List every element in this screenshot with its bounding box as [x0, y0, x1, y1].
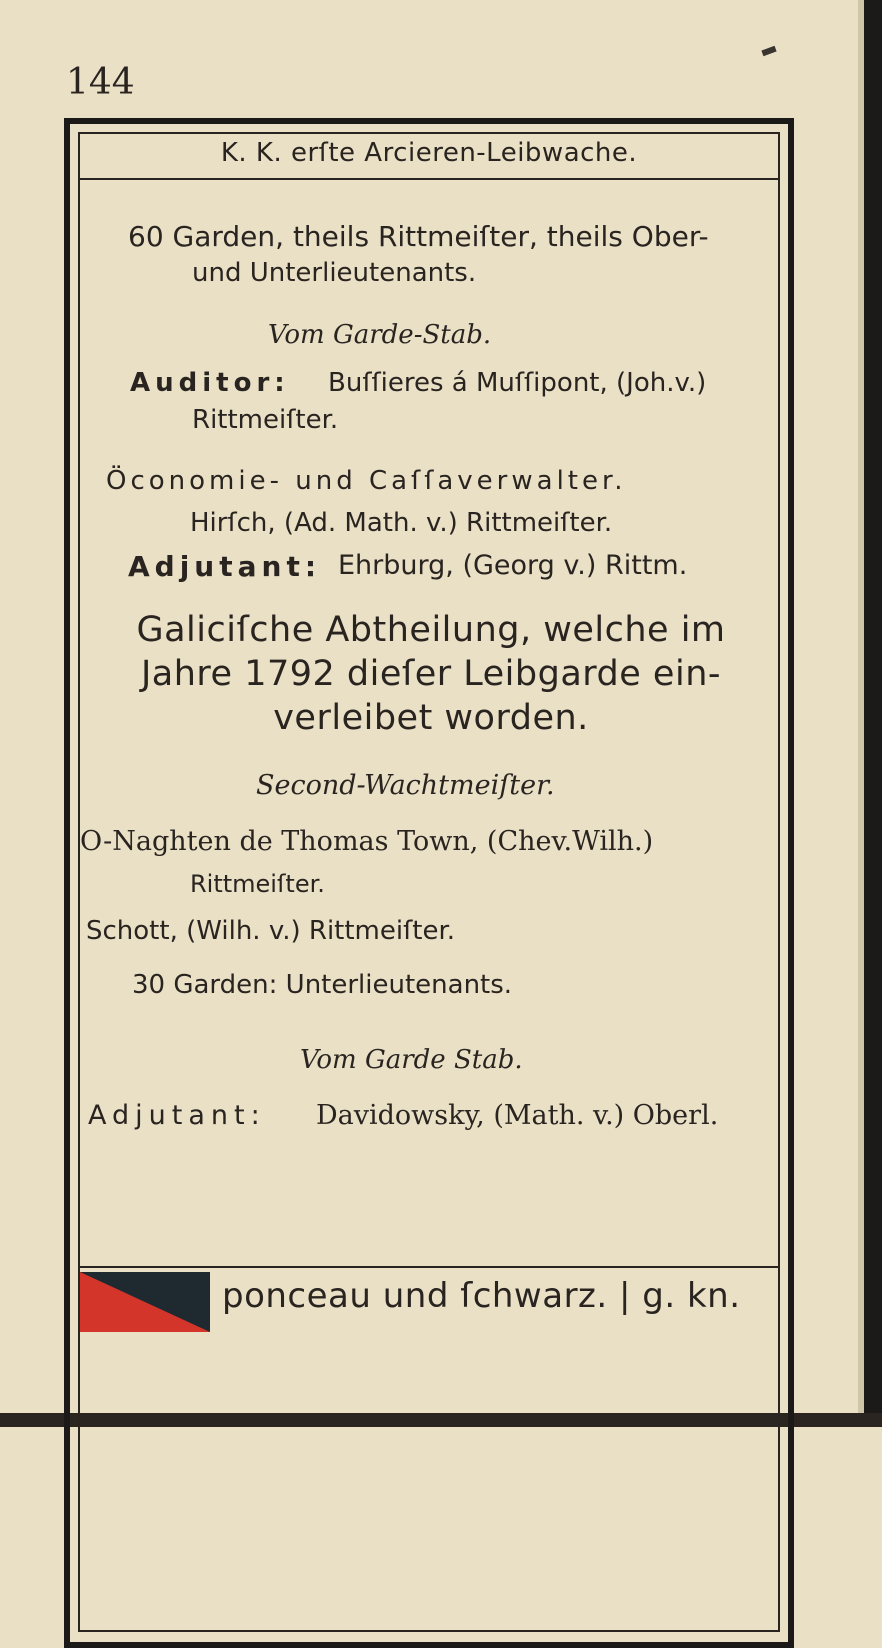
schott-name: Schott, (Wilh. v.) Rittmeiſter.	[86, 916, 456, 946]
header-rule	[80, 178, 778, 180]
subheading-garde-stab-2: Vom Garde Stab.	[300, 1045, 523, 1075]
book-spine	[864, 0, 882, 1427]
line-garden-count: 60 Garden, theils Rittmeiſter, theils Ober-	[128, 220, 709, 253]
footer-rule	[80, 1266, 778, 1268]
auditor-label: Auditor:	[130, 368, 290, 398]
oeconomie-name: Hirſch, (Ad. Math. v.) Rittmeiſter.	[190, 508, 613, 538]
auditor-rank: Rittmeiſter.	[192, 405, 339, 435]
subheading-garde-stab: Vom Garde-Stab.	[268, 320, 492, 350]
ink-mark	[761, 46, 776, 56]
adjutant-label: Adjutant:	[128, 550, 322, 583]
section-header: K. K. erſte Arcieren-Leibwache.	[220, 138, 638, 168]
naghten-name: O-Naghten de Thomas Town, (Chev.Wilh.)	[80, 826, 654, 857]
galician-section-title: Galiciſche Abtheilung, welche im Jahre 1792 dieſer Leibgarde ein-verleibet worden.	[136, 610, 726, 738]
line-30-garden: 30 Garden: Unterlieutenants.	[132, 970, 513, 1000]
auditor-name: Buſſieres á Muſſipont, (Joh.v.)	[328, 368, 707, 398]
adjutant-name-2: Davidowsky, (Math. v.) Oberl.	[316, 1100, 719, 1131]
line-lieutenants: und Unterlieutenants.	[192, 258, 477, 288]
adjutant-label-2: Adjutant:	[88, 1100, 266, 1131]
page-number: 144	[66, 62, 135, 103]
footer-colors-text: ponceau und ſchwarz. | g. kn.	[222, 1276, 741, 1316]
naghten-rank: Rittmeiſter.	[190, 870, 325, 898]
oeconomie-heading: Öconomie- und Caſſaverwalter.	[106, 466, 627, 496]
subheading-second-wachtmeister: Second-Wachtmeiſter.	[256, 770, 555, 801]
adjutant-name: Ehrburg, (Georg v.) Rittm.	[338, 550, 688, 581]
inner-frame	[78, 132, 780, 1632]
uniform-color-swatch	[80, 1272, 210, 1332]
ponceau-black-swatch-icon	[80, 1272, 210, 1332]
